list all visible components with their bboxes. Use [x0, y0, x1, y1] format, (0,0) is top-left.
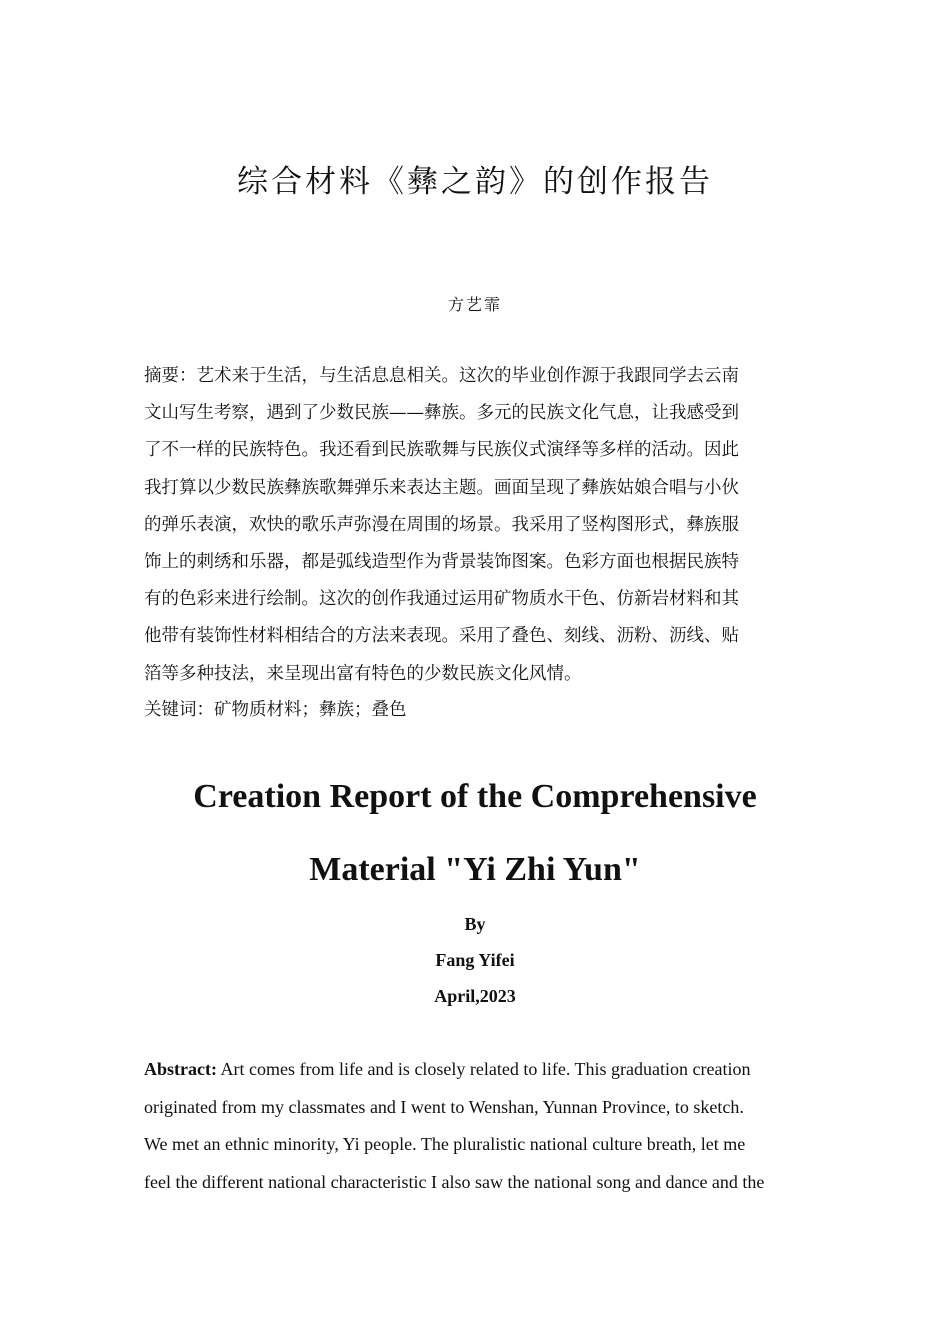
english-by: By: [464, 914, 486, 934]
chinese-abstract-line: 饰上的刺绣和乐器，都是弧线造型作为背景装饰图案。色彩方面也根据民族特: [144, 552, 739, 573]
english-title-line: Material "Yi Zhi Yun": [309, 851, 641, 888]
chinese-abstract-line: 的弹乐表演，欢快的歌乐声弥漫在周围的场景。我采用了竖构图形式，彝族服: [144, 514, 739, 535]
chinese-abstract-line: 我打算以少数民族彝族歌舞弹乐来表达主题。画面呈现了彝族姑娘合唱与小伙: [144, 477, 739, 498]
chinese-author: 方艺霏: [447, 295, 502, 314]
chinese-abstract: [144, 358, 806, 693]
english-author: Fang Yifei: [435, 950, 515, 970]
chinese-abstract-line: 文山写生考察，遇到了少数民族——彝族。多元的民族文化气息，让我感受到: [144, 403, 739, 424]
english-abstract-line: originated from my classmates and I went to Wenshan, Yunnan Province, to sketch.: [144, 1096, 744, 1117]
chinese-keywords-label: 关键词：: [144, 700, 214, 720]
chinese-abstract-line: 箔等多种技法，来呈现出富有特色的少数民族文化风情。: [144, 663, 582, 684]
chinese-abstract-line: 了不一样的民族特色。我还看到民族歌舞与民族仪式演绎等多样的活动。因此: [144, 440, 739, 461]
chinese-keywords-text: 矿物质材料；彝族；叠色: [214, 700, 407, 720]
chinese-abstract-line: 他带有装饰性材料相结合的方法来表现。采用了叠色、刻线、沥粉、沥线、贴: [144, 626, 739, 647]
chinese-abstract-line: 有的色彩来进行绘制。这次的创作我通过运用矿物质水干色、仿新岩材料和其: [144, 589, 739, 610]
chinese-keywords: [144, 694, 806, 727]
chinese-abstract-line: 摘要：艺术来于生活，与生活息息相关。这次的毕业创作源于我跟同学去云南: [144, 366, 739, 386]
chinese-title: 综合材料《彝之韵》的创作报告: [237, 164, 713, 200]
english-date: April,2023: [434, 986, 516, 1006]
chinese-abstract-label: 摘要：: [144, 366, 197, 386]
english-abstract-label: Abstract:: [144, 1059, 217, 1079]
english-title: [0, 760, 950, 906]
english-abstract: [144, 1051, 806, 1201]
english-abstract-line: feel the different national characteristic I also saw the national song and dance and the: [144, 1171, 765, 1192]
english-title-line: Creation Report of the Comprehensive: [193, 778, 757, 815]
english-abstract-line: We met an ethnic minority, Yi people. The pluralistic national culture breath, let me: [144, 1134, 746, 1154]
english-abstract-line: Abstract: Art comes from life and is closely related to life. This graduation creation: [144, 1059, 751, 1079]
